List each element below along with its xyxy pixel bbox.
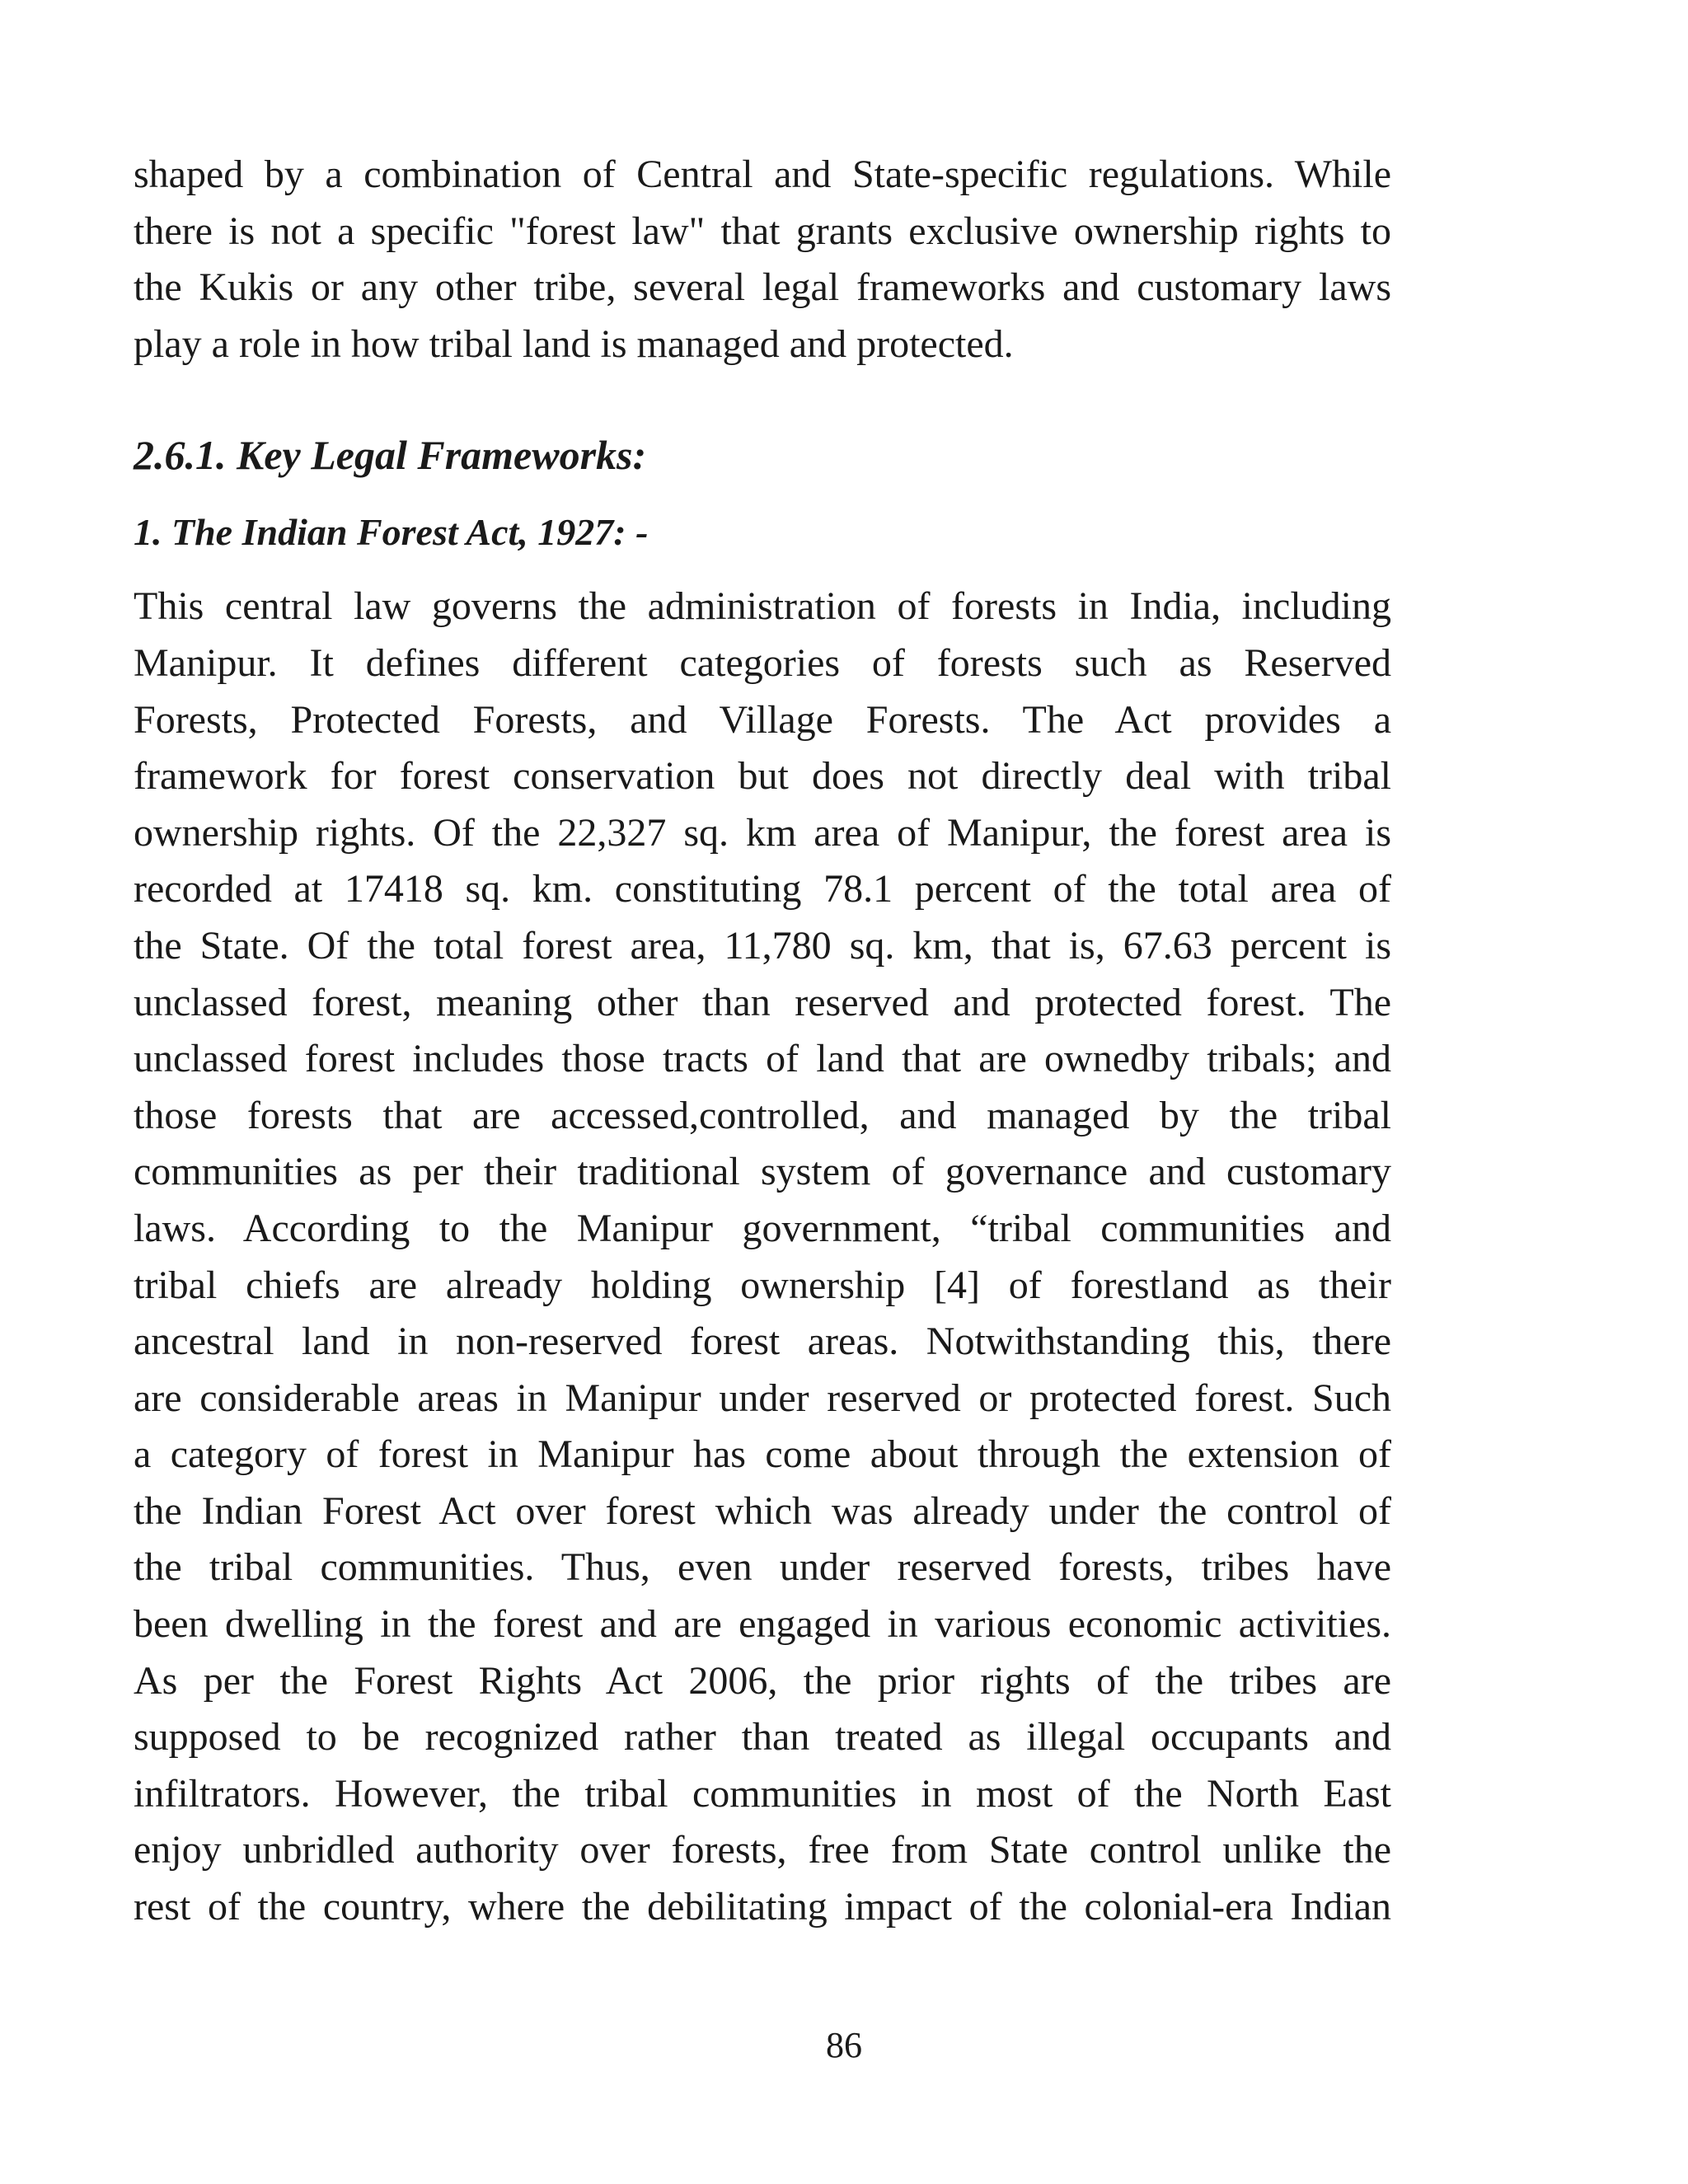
body-line: been dwelling in the forest and are engaged in various economic activities.	[134, 1602, 1391, 1647]
body-line: a category of forest in Manipur has come about through the extension of	[134, 1432, 1391, 1477]
body-line: enjoy unbridled authority over forests, free from State control unlike the	[134, 1828, 1391, 1872]
sub-heading: 1. The Indian Forest Act, 1927: -	[134, 511, 649, 554]
body-line: the tribal communities. Thus, even under reserved forests, tribes have	[134, 1545, 1391, 1590]
body-line: those forests that are accessed,controlled, and managed by the tribal	[134, 1093, 1391, 1137]
body-line: supposed to be recognized rather than treated as illegal occupants and	[134, 1715, 1391, 1760]
body-line: laws. According to the Manipur government, “tribal communities and	[134, 1206, 1391, 1250]
body-line: This central law governs the administration of forests in India, including	[134, 584, 1391, 629]
body-line: the State. Of the total forest area, 11,780 sq. km, that is, 67.63 percent is	[134, 923, 1391, 968]
body-line: the Indian Forest Act over forest which was already under the control of	[134, 1488, 1391, 1533]
body-line: framework for forest conservation but does not directly deal with tribal	[134, 754, 1391, 799]
body-line: infiltrators. However, the tribal communities in most of the North East	[134, 1771, 1391, 1816]
page-content	[134, 147, 1391, 1936]
body-line: tribal chiefs are already holding ownership [4] of forestland as their	[134, 1263, 1391, 1307]
page-number: 86	[826, 2025, 862, 2065]
intro-line: play a role in how tribal land is managed and protected.	[134, 321, 1014, 366]
body-paragraph	[134, 579, 1391, 1935]
intro-line: there is not a specific "forest law" that grants exclusive ownership rights to	[134, 209, 1391, 253]
intro-line: the Kukis or any other tribe, several legal frameworks and customary laws	[134, 265, 1391, 310]
intro-paragraph	[134, 147, 1391, 373]
body-line: Manipur. It defines different categories of forests such as Reserved	[134, 640, 1391, 685]
body-line: recorded at 17418 sq. km. constituting 78.1 percent of the total area of	[134, 867, 1391, 912]
body-line: Forests, Protected Forests, and Village Forests. The Act provides a	[134, 697, 1391, 742]
body-line: communities as per their traditional system of governance and customary	[134, 1150, 1391, 1194]
body-line: are considerable areas in Manipur under reserved or protected forest. Such	[134, 1376, 1391, 1420]
body-line: As per the Forest Rights Act 2006, the prior rights of the tribes are	[134, 1658, 1391, 1703]
body-line: rest of the country, where the debilitating impact of the colonial-era Indian	[134, 1885, 1391, 1929]
body-line: ownership rights. Of the 22,327 sq. km area of Manipur, the forest area is	[134, 810, 1391, 855]
body-line: ancestral land in non-reserved forest areas. Notwithstanding this, there	[134, 1319, 1391, 1364]
section-heading: 2.6.1. Key Legal Frameworks:	[134, 432, 647, 479]
intro-line: shaped by a combination of Central and State-specific regulations. While	[134, 152, 1391, 196]
body-line: unclassed forest, meaning other than reserved and protected forest. The	[134, 980, 1391, 1024]
body-line: unclassed forest includes those tracts of land that are ownedby tribals; and	[134, 1037, 1391, 1081]
